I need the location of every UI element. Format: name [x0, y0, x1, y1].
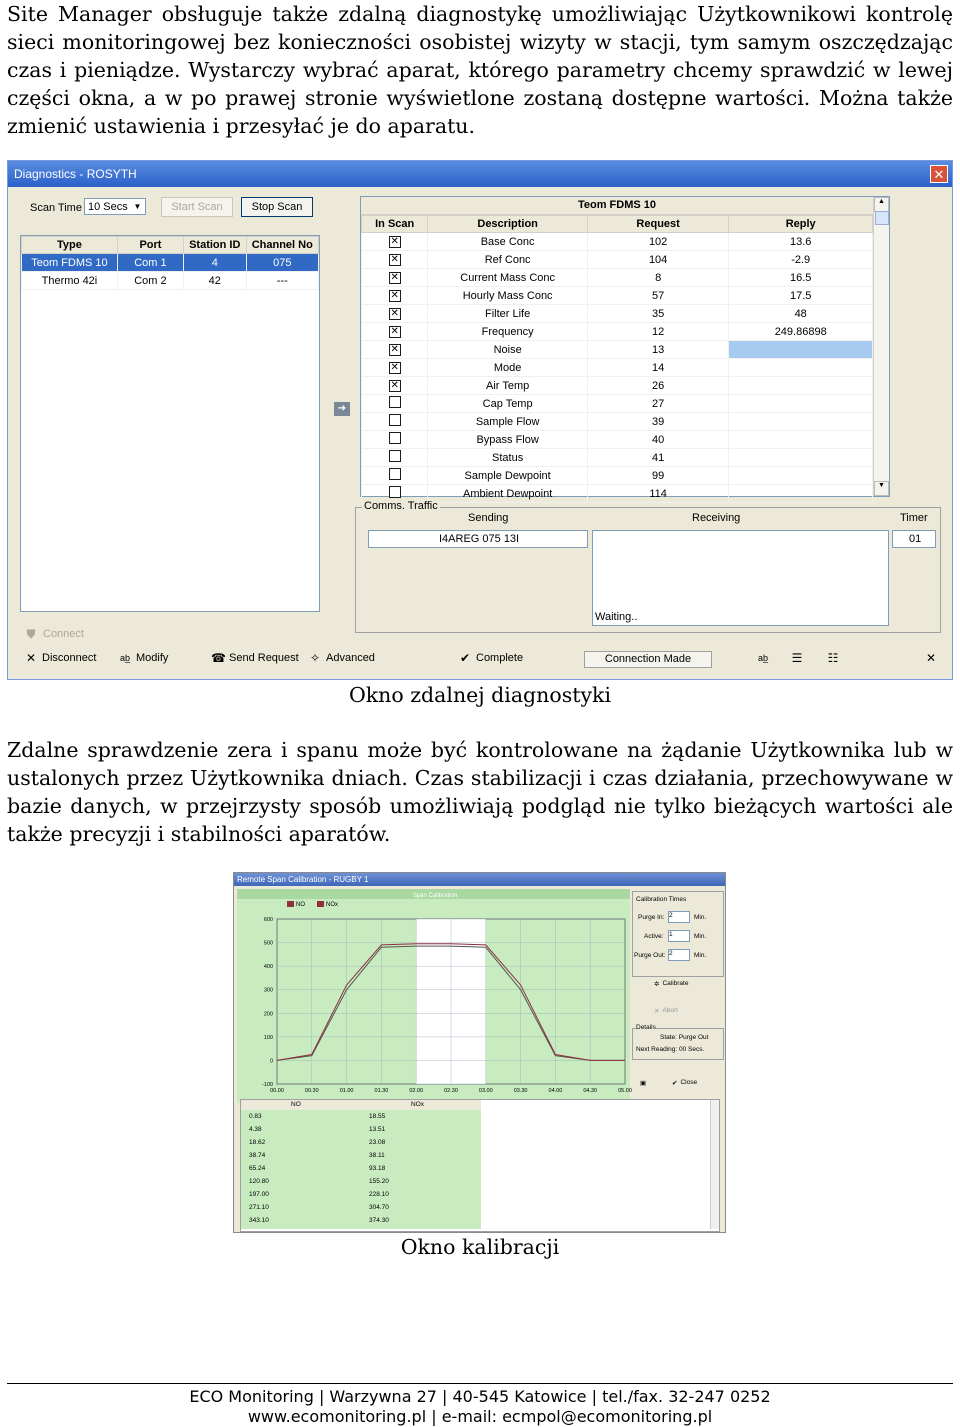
- device-table: [20, 235, 320, 612]
- active-unit: Min.: [694, 933, 707, 940]
- param-req-cell: 102: [587, 233, 729, 251]
- in-scan-cell: [362, 395, 428, 413]
- param-desc-cell: Status: [428, 449, 587, 467]
- scan-time-label: Scan Time: [30, 202, 82, 214]
- checkbox[interactable]: ✕: [390, 308, 399, 319]
- param-reply-cell: [729, 485, 873, 503]
- x-tick-label: 01.00: [339, 1088, 354, 1094]
- receiving-label: Receiving: [692, 512, 741, 524]
- footer-divider: [7, 1383, 953, 1384]
- checkbox[interactable]: ✕: [390, 236, 399, 247]
- calibration-row: [241, 1150, 481, 1163]
- in-scan-cell: [362, 323, 428, 341]
- edit-icon: ab̲: [757, 653, 768, 663]
- y-tick-label: 400: [263, 964, 273, 971]
- nox-inst-value: 304.70: [369, 1204, 389, 1211]
- no-inst-value: 4.38: [249, 1126, 262, 1133]
- param-req-cell: 27: [587, 395, 729, 413]
- footer-address: ECO Monitoring | Warzywna 27 | 40-545 Katowice | tel./fax. 32-247 0252: [189, 1387, 771, 1406]
- active-input[interactable]: 1: [668, 930, 690, 942]
- param-row[interactable]: [362, 287, 873, 305]
- scrollbar[interactable]: [710, 1100, 719, 1229]
- in-scan-cell: [362, 269, 428, 287]
- x-tick-label: 02.30: [444, 1088, 458, 1094]
- param-reply-cell: [729, 413, 873, 431]
- in-scan-cell: [362, 467, 428, 485]
- param-row[interactable]: [362, 359, 873, 377]
- no-inst-value: 38.74: [249, 1152, 266, 1159]
- send-request-button[interactable]: ☎ Send Request: [211, 651, 299, 665]
- legend-no-swatch: [287, 901, 294, 907]
- series-no-label: NO: [291, 1101, 301, 1108]
- calibration-row: [241, 1111, 481, 1124]
- timer-field[interactable]: 01: [892, 530, 936, 548]
- calibration-times-label: Calibration Times: [636, 896, 687, 903]
- nox-inst-value: 23.08: [369, 1139, 386, 1146]
- x-tick-label: 00.30: [304, 1088, 319, 1094]
- checkbox[interactable]: ✕: [390, 344, 399, 355]
- start-scan-button[interactable]: Start Scan: [161, 197, 233, 217]
- edit-button[interactable]: [756, 651, 770, 665]
- param-row[interactable]: [362, 323, 873, 341]
- save-icon[interactable]: ▣: [640, 1080, 647, 1087]
- purge-out-unit: Min.: [694, 952, 707, 959]
- connect-button[interactable]: ⛊ Connect: [24, 627, 84, 641]
- param-reply-cell: 13.6: [729, 233, 873, 251]
- param-row[interactable]: [362, 431, 873, 449]
- details-group: [632, 1028, 724, 1060]
- nox-inst-value: 93.18: [369, 1165, 386, 1172]
- calibration-window: [233, 872, 726, 1233]
- y-tick-label: 0: [269, 1058, 273, 1065]
- x-tick-label: 04.00: [548, 1088, 563, 1094]
- list2-button[interactable]: [826, 651, 840, 665]
- in-scan-cell: [362, 431, 428, 449]
- disconnect-button[interactable]: ✕ Disconnect: [25, 651, 97, 665]
- param-req-cell: 35: [587, 305, 729, 323]
- in-scan-cell: [362, 449, 428, 467]
- x-tick-label: 03.00: [478, 1088, 493, 1094]
- purge-in-label: Purge In:: [638, 914, 665, 921]
- diagnostics-window: [7, 160, 953, 680]
- calibration-data-area: [240, 1099, 720, 1232]
- footer-contact: www.ecomonitoring.pl | e-mail: ecmpol@ecomonitoring.pl: [247, 1407, 713, 1426]
- scrollbar[interactable]: [873, 197, 889, 496]
- comms-traffic-label: Comms. Traffic: [364, 500, 438, 512]
- arrow-right-icon[interactable]: ➔: [334, 402, 350, 416]
- param-reply-cell: 17.5: [729, 287, 873, 305]
- caption-diagnostics: Okno zdalnej diagnostyki: [348, 683, 612, 707]
- param-reply-cell: [729, 395, 873, 413]
- device-cell: Teom FDMS 10: [22, 254, 118, 272]
- param-desc-cell: Noise: [428, 341, 587, 359]
- in-scan-cell: [362, 287, 428, 305]
- close-icon[interactable]: ✕: [930, 165, 948, 183]
- abort-button[interactable]: ✕ Abort: [654, 1007, 678, 1015]
- scroll-up-icon[interactable]: ▲: [874, 197, 889, 212]
- series-nox-label: NOx: [411, 1101, 424, 1108]
- y-tick-label: 600: [263, 917, 273, 923]
- param-col-header[interactable]: Description: [428, 216, 587, 233]
- param-req-cell: 14: [587, 359, 729, 377]
- y-tick-label: 200: [263, 1011, 273, 1018]
- in-scan-cell: [362, 233, 428, 251]
- calibration-titlebar: Remote Span Calibration - RUGBY 1: [234, 873, 725, 886]
- param-req-cell: 13: [587, 341, 729, 359]
- nox-inst-value: 38.11: [369, 1152, 385, 1159]
- param-desc-cell: Filter Life: [428, 305, 587, 323]
- device-cell: Com 2: [117, 272, 183, 290]
- param-desc-cell: Hourly Mass Conc: [428, 287, 587, 305]
- param-row[interactable]: [362, 251, 873, 269]
- intro-paragraph: Site Manager obsługuje także zdalną diagnostykę umożliwiając Użytkownikowi kontrolę sieci monitoringowej bez konieczności osobistej wizyty w stacji, tym samym oszczędzając czas i pieniądze. Wystarczy wybrać aparat, którego parametry chcemy sprawdzić w lewej części okna, a w po prawej stronie wyświetlone zostaną dostępne wartości. Można także zmienić ustawienia i przesyłać je do aparatu.: [7, 2, 953, 138]
- calibration-row: [241, 1215, 481, 1228]
- param-reply-cell: 48: [729, 305, 873, 323]
- calibration-row: [241, 1137, 481, 1150]
- param-row[interactable]: [362, 377, 873, 395]
- param-reply-cell: 249.86898: [729, 323, 873, 341]
- series-header-row: [241, 1100, 481, 1110]
- connection-status: Connection Made: [584, 651, 712, 668]
- in-scan-cell: [362, 305, 428, 323]
- send-request-icon: ☎: [211, 651, 226, 665]
- active-label: Active:: [644, 933, 664, 940]
- x-tick-label: 04.30: [583, 1088, 598, 1094]
- purge-out-label: Purge Out:: [634, 952, 666, 959]
- window-title: Diagnostics - ROSYTH: [14, 167, 137, 181]
- device-cell: 075: [246, 254, 318, 272]
- no-inst-value: 271.10: [249, 1204, 269, 1211]
- param-desc-cell: Mode: [428, 359, 587, 377]
- disconnect-icon: ✕: [25, 651, 37, 665]
- modify-button[interactable]: ab̲ Modify: [119, 652, 169, 664]
- modify-icon: ab̲: [119, 653, 130, 663]
- legend-nox-swatch: [317, 901, 324, 907]
- checkbox[interactable]: [389, 450, 401, 462]
- checkbox[interactable]: [389, 414, 401, 426]
- param-reply-cell: -2.9: [729, 251, 873, 269]
- checkbox[interactable]: ✕: [390, 290, 399, 301]
- y-tick-label: 300: [263, 987, 273, 994]
- purge-out-input[interactable]: 2: [668, 949, 690, 961]
- x-tick-label: 00.00: [270, 1088, 284, 1094]
- param-reply-cell: 16.5: [729, 269, 873, 287]
- param-reply-cell: [729, 467, 873, 485]
- next-reading-text: Next Reading: 00 Secs.: [636, 1046, 705, 1053]
- calibration-row: [241, 1176, 481, 1189]
- calibrate-button[interactable]: ✲ Calibrate: [654, 980, 689, 988]
- param-row[interactable]: [362, 467, 873, 485]
- parameters-table: [360, 196, 890, 500]
- checkbox[interactable]: [389, 432, 401, 444]
- in-scan-cell: [362, 359, 428, 377]
- calibration-row: [241, 1163, 481, 1176]
- calibration-row: [241, 1189, 481, 1202]
- no-inst-value: 120.80: [249, 1178, 269, 1185]
- close-button[interactable]: ✔ Close: [672, 1079, 698, 1087]
- details-label: Details: [636, 1024, 656, 1031]
- param-desc-cell: Sample Flow: [428, 413, 587, 431]
- checkbox[interactable]: [389, 468, 401, 480]
- sending-field[interactable]: I4AREG 075 13I: [368, 530, 588, 548]
- in-scan-cell: [362, 341, 428, 359]
- param-req-cell: 39: [587, 413, 729, 431]
- in-scan-cell: [362, 251, 428, 269]
- device-cell: ---: [246, 272, 318, 290]
- param-req-cell: 40: [587, 431, 729, 449]
- device-row[interactable]: [22, 254, 319, 272]
- param-row[interactable]: [362, 413, 873, 431]
- advanced-icon: ✧: [309, 651, 321, 665]
- timer-label: Timer: [900, 512, 928, 524]
- device-col-header[interactable]: Station ID: [184, 237, 247, 254]
- advanced-button[interactable]: ✧ Advanced: [309, 651, 375, 665]
- param-desc-cell: Current Mass Conc: [428, 269, 587, 287]
- y-tick-label: 100: [263, 1034, 273, 1041]
- close-icon: ✕: [925, 651, 937, 665]
- param-row[interactable]: [362, 395, 873, 413]
- param-req-cell: 12: [587, 323, 729, 341]
- calibration-row: [241, 1124, 481, 1137]
- legend-no: NO: [296, 902, 305, 908]
- param-col-header[interactable]: Reply: [729, 216, 873, 233]
- calibrate-icon: ✲: [654, 981, 660, 988]
- second-paragraph: Zdalne sprawdzenie zera i spanu może być kontrolowane na żądanie Użytkownika lub w ustalonych przez Użytkownika dniach. Czas stabilizacji i czas działania, przechowywane w bazie danych, w przejrzysty sposób umożliwiają podgląd nie tylko bieżących wartości ale także precyzji i stabilności aparatów.: [7, 738, 953, 846]
- complete-button[interactable]: ✔ Complete: [459, 651, 524, 665]
- list-icon: ☰: [791, 651, 803, 665]
- param-col-header[interactable]: Request: [587, 216, 729, 233]
- checkbox[interactable]: ✕: [390, 254, 399, 265]
- device-col-header[interactable]: Type: [22, 237, 118, 254]
- abort-icon: ✕: [654, 1008, 660, 1015]
- no-inst-value: 18.62: [249, 1139, 266, 1146]
- param-req-cell: 26: [587, 377, 729, 395]
- checkbox[interactable]: ✕: [390, 362, 399, 373]
- x-tick-label: 02.00: [409, 1088, 424, 1094]
- param-req-cell: 114: [587, 485, 729, 503]
- list-alt-icon: ☷: [827, 651, 839, 665]
- param-desc-cell: Bypass Flow: [428, 431, 587, 449]
- param-reply-cell: [729, 377, 873, 395]
- checkbox[interactable]: [389, 486, 401, 498]
- param-req-cell: 41: [587, 449, 729, 467]
- param-col-header[interactable]: In Scan: [362, 216, 428, 233]
- chevron-down-icon: ▼: [133, 201, 142, 211]
- nox-inst-value: 13.51: [369, 1126, 386, 1133]
- x-tick-label: 01.30: [374, 1088, 389, 1094]
- no-inst-value: 0.83: [249, 1113, 262, 1120]
- checkbox[interactable]: [389, 396, 401, 408]
- connect-icon: ⛊: [26, 627, 36, 641]
- param-row[interactable]: [362, 449, 873, 467]
- scroll-thumb[interactable]: [875, 211, 889, 225]
- caption-calibration: Okno kalibracji: [400, 1235, 560, 1259]
- close-toolbar-button[interactable]: [924, 651, 938, 665]
- no-inst-value: 197.00: [249, 1191, 269, 1198]
- calibration-row: [241, 1202, 481, 1215]
- checkbox[interactable]: ✕: [390, 272, 399, 283]
- checkbox[interactable]: ✕: [390, 326, 399, 337]
- device-cell: 4: [184, 254, 247, 272]
- check-icon: ✔: [459, 651, 471, 665]
- param-desc-cell: Base Conc: [428, 233, 587, 251]
- param-reply-cell: [729, 431, 873, 449]
- no-inst-value: 343.10: [249, 1217, 269, 1224]
- sending-label: Sending: [468, 512, 509, 524]
- diagnostics-titlebar: [8, 161, 952, 187]
- no-inst-value: 65.24: [249, 1165, 266, 1172]
- param-desc-cell: Ref Conc: [428, 251, 587, 269]
- param-reply-cell: [729, 341, 873, 359]
- checkbox[interactable]: ✕: [390, 380, 399, 391]
- nox-inst-value: 228.10: [369, 1191, 389, 1198]
- param-desc-cell: Air Temp: [428, 377, 587, 395]
- legend-nox: NOx: [326, 902, 338, 908]
- device-col-header[interactable]: Port: [117, 237, 183, 254]
- purge-in-input[interactable]: 2: [668, 911, 690, 923]
- param-row[interactable]: [362, 233, 873, 251]
- nox-inst-value: 374.30: [369, 1217, 389, 1224]
- nox-inst-value: 155.20: [369, 1178, 389, 1185]
- device-cell: 42: [184, 272, 247, 290]
- purge-in-unit: Min.: [694, 914, 707, 921]
- stop-scan-button[interactable]: Stop Scan: [241, 197, 313, 217]
- param-reply-cell: [729, 449, 873, 467]
- in-scan-cell: [362, 413, 428, 431]
- param-reply-cell: [729, 359, 873, 377]
- param-req-cell: 57: [587, 287, 729, 305]
- param-desc-cell: Sample Dewpoint: [428, 467, 587, 485]
- device-cell: Thermo 42i: [22, 272, 118, 290]
- in-scan-cell: [362, 377, 428, 395]
- panel-title: Teom FDMS 10: [361, 197, 873, 215]
- nox-inst-value: 18.55: [369, 1113, 386, 1120]
- param-desc-cell: Frequency: [428, 323, 587, 341]
- y-tick-label: -100: [261, 1082, 273, 1088]
- param-row[interactable]: [362, 341, 873, 359]
- device-cell: Com 1: [117, 254, 183, 272]
- y-tick-label: 500: [263, 940, 273, 947]
- param-req-cell: 99: [587, 467, 729, 485]
- span-calibration-chart: [237, 889, 630, 1103]
- x-tick-label: 03.30: [513, 1088, 528, 1094]
- scan-time-select[interactable]: 10 Secs ▼: [84, 198, 146, 215]
- list-button[interactable]: [790, 651, 804, 665]
- waiting-text: Waiting..: [595, 611, 638, 623]
- param-row[interactable]: [362, 305, 873, 323]
- param-req-cell: 104: [587, 251, 729, 269]
- param-row[interactable]: [362, 269, 873, 287]
- state-text: State: Purge Out: [660, 1034, 709, 1041]
- scroll-down-icon[interactable]: ▼: [874, 481, 889, 496]
- x-tick-label: 05.00: [618, 1088, 632, 1094]
- param-req-cell: 8: [587, 269, 729, 287]
- check-icon: ✔: [672, 1080, 678, 1087]
- device-col-header[interactable]: Channel No: [246, 237, 318, 254]
- param-desc-cell: Ambient Dewpoint: [428, 485, 587, 503]
- device-row[interactable]: [22, 272, 319, 290]
- receiving-field[interactable]: [592, 530, 889, 626]
- param-desc-cell: Cap Temp: [428, 395, 587, 413]
- chart-title: Span Calibration: [412, 893, 458, 899]
